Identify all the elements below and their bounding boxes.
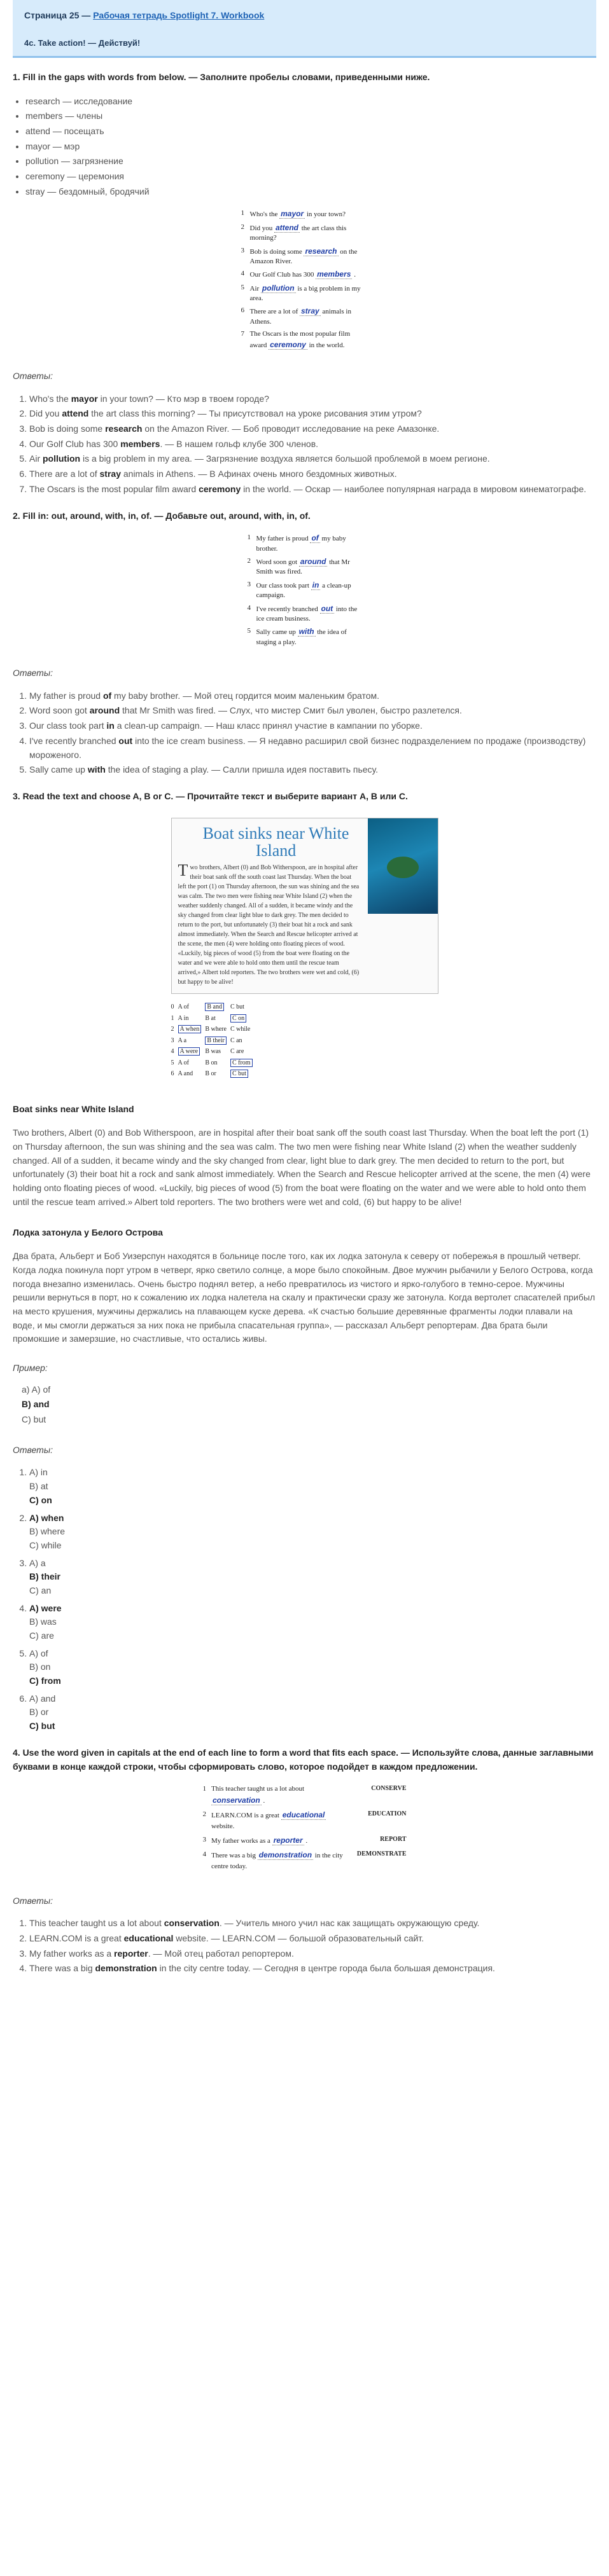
choice-option xyxy=(230,1035,256,1047)
line-text: Sally came up with the idea of staging a play. xyxy=(256,627,347,646)
choice-option xyxy=(178,1002,206,1013)
article-body: wo brothers, Albert (0) and Bob Witherspoon, are in hospital after their boat sank off the south coast last Thursday. When the boat left the port (1) on Thursday afternoon, the sun was shining and the sea was calm. The two men were fishing near White Island (2) when the weather suddenly changed. All of a sudden, it became windy and the sky changed from clear light blue to dark grey. The men decided to return to the port, but unfortunately (3) their boat hit a rock and sank almost immediately. When the Search and Rescue helicopter arrived at the scene, the men (4) were holding onto floating pieces of wood. «Luckily, big pieces of wood (5) from the boat were floating on the water and we were able to hold onto them until the rescue team arrived,» Albert told reporters. The two brothers were wet and cold, (6) but happy to be alive! xyxy=(178,864,360,986)
figure-line xyxy=(241,246,368,267)
line-text: My father works as a reporter . xyxy=(211,1836,308,1845)
answers-title: Ответы: xyxy=(13,668,53,678)
example-options xyxy=(22,1383,596,1427)
choice-option xyxy=(230,1068,256,1080)
answer-item: 4. I've recently branched out into the ice cream business. — Я недавно расширил свой бизнес подразделением по продаже (производству) мороженого. xyxy=(29,734,596,762)
drop-cap: T xyxy=(178,861,188,880)
line-number: 5 xyxy=(241,283,244,291)
answer-options xyxy=(29,1557,596,1598)
answer-word: pollution xyxy=(43,453,81,464)
handwritten-answer: out xyxy=(321,603,333,613)
english-text-title: Boat sinks near White Island xyxy=(13,1103,134,1114)
line-text: There was a big demonstration in the city centre today. xyxy=(211,1850,343,1871)
answer-word: around xyxy=(89,705,120,716)
answer-item: 4. Our Golf Club has 300 members. — В нашем гольф клубе 300 членов. xyxy=(29,437,596,451)
answers-title: Ответы: xyxy=(13,1895,53,1906)
line-number: 3 xyxy=(202,1836,206,1844)
line-number: 4 xyxy=(241,270,244,278)
figure-line xyxy=(248,626,362,647)
answer-group xyxy=(29,1647,596,1688)
answer-item: 2. LEARN.COM is a great educational website. — LEARN.COM — большой образовательный сайт. xyxy=(29,1932,596,1946)
capital-word: REPORT xyxy=(380,1836,407,1843)
choice-label: C an xyxy=(230,1037,242,1044)
answer-word: demonstration xyxy=(95,1963,157,1974)
page xyxy=(6,0,603,1999)
answer-item: 1. My father is proud of my baby brother. — Мой отец гордится моим маленьким братом. xyxy=(29,689,596,703)
line-number: 4 xyxy=(202,1850,206,1859)
choice-label: C but xyxy=(230,1003,244,1011)
lesson-subtitle: 4c. Take action! — Действуй! xyxy=(24,38,141,48)
answer-option: B) or xyxy=(29,1707,49,1718)
answer-option: 3. A) a xyxy=(29,1557,46,1568)
answers-list xyxy=(25,392,596,497)
answers-title: Ответы: xyxy=(13,371,53,382)
answer-options xyxy=(29,1647,596,1688)
answers-list xyxy=(25,1917,596,1976)
exercise-3-title: 3. Read the text and choose A, B or C. — Прочитайте текст и выберите вариант A, B или C. xyxy=(13,790,408,801)
line-number: 1 xyxy=(247,534,251,542)
exercise-1-image xyxy=(241,209,368,350)
answer-option: 5. A) of xyxy=(29,1648,48,1658)
line-text: My father is proud of my baby brother. xyxy=(256,534,346,553)
answer-word: members xyxy=(120,438,160,449)
answers-title: Ответы: xyxy=(13,1444,53,1455)
choice-row xyxy=(171,1057,256,1069)
exercise-4-image xyxy=(203,1784,407,1872)
answer-item: 2. Did you attend the art class this morning? — Ты присутствовал на уроке рисования этим утром? xyxy=(29,407,596,421)
answer-item: 5. Sally came up with the idea of staging a play. — Салли пришла идея поставить пьесу. xyxy=(29,763,596,777)
choice-label: C while xyxy=(230,1026,251,1033)
russian-text-title: Лодка затонула у Белого Острова xyxy=(13,1227,163,1237)
figure-line xyxy=(241,209,368,219)
figure-line xyxy=(241,329,368,350)
example-title: Пример: xyxy=(13,1363,48,1374)
choice-row xyxy=(171,1046,256,1057)
answer-option: C) while xyxy=(29,1539,62,1550)
choice-option xyxy=(205,1024,230,1035)
answer-option: C) on xyxy=(29,1494,52,1505)
choice-label: A were xyxy=(178,1047,200,1056)
answer-item: 6. There are a lot of stray animals in Athens. — В Афинах очень много бездомных животных. xyxy=(29,467,596,481)
line-number: 1 xyxy=(241,209,244,217)
handwritten-answer: reporter xyxy=(273,1836,303,1845)
answer-option: C) but xyxy=(29,1721,55,1732)
answers-list xyxy=(25,1466,596,1733)
choice-option xyxy=(205,1068,230,1080)
answer-group xyxy=(29,1466,596,1507)
figure-line xyxy=(241,283,368,304)
choice-number: 6 xyxy=(171,1070,174,1078)
figure-line xyxy=(203,1849,407,1872)
article xyxy=(171,818,438,995)
choice-option xyxy=(178,1035,206,1047)
exercise-2-title: 2. Fill in: out, around, with, in, of. — Добавьте out, around, with, in, of. xyxy=(13,510,311,521)
choice-label: B was xyxy=(205,1048,221,1056)
choice-row xyxy=(171,1013,256,1024)
answer-word: reporter xyxy=(114,1948,148,1959)
choice-label: A of xyxy=(178,1003,189,1011)
choice-row xyxy=(171,1024,256,1035)
choice-option xyxy=(178,1057,206,1069)
handwritten-answer: attend xyxy=(276,223,298,232)
choice-row xyxy=(171,1068,256,1080)
line-text: I've recently branched out into the ice cream business. xyxy=(256,603,358,623)
handwritten-answer: in xyxy=(312,580,319,589)
answer-item: 1. This teacher taught us a lot about conservation. — Учитель много учил нас как защищать окружающую среду. xyxy=(29,1917,596,1931)
line-text: Bob is doing some research on the Amazon River. xyxy=(249,246,358,265)
word-item: • mayor — мэр xyxy=(25,140,596,154)
answer-item: 3. Our class took part in a clean-up campaign. — Наш класс принял участие в кампании по уборке. xyxy=(29,719,596,733)
line-number: 3 xyxy=(241,246,244,254)
handwritten-answer: around xyxy=(300,556,326,566)
answer-word: educational xyxy=(123,1932,174,1943)
answer-options xyxy=(29,1692,596,1733)
answer-group xyxy=(29,1692,596,1733)
choice-label: B and xyxy=(205,1003,224,1011)
choice-label: A a xyxy=(178,1037,187,1044)
handwritten-answer: members xyxy=(317,270,351,279)
line-number: 2 xyxy=(241,223,244,231)
choice-option xyxy=(230,1057,256,1069)
choice-option xyxy=(178,1024,206,1035)
line-number: 6 xyxy=(241,307,244,315)
line-text: Air pollution is a big problem in my area. xyxy=(249,283,361,303)
answer-option: C) are xyxy=(29,1630,54,1641)
answer-word: of xyxy=(102,690,112,701)
answer-option: B) their xyxy=(29,1571,60,1582)
handwritten-answer: mayor xyxy=(281,209,304,219)
figure-line xyxy=(241,306,368,327)
russian-text: Два брата, Альберт и Боб Уизерспун находятся в больнице после того, как их лодка затонула к северу от побережья в прошлый четверг. Когда лодка покинула порт утром в четверг, ярко светило солнце, а море было спокойным. Двое мужчин рыбачили у Белого Острова, когда погода внезапно изменилась. Очень быстро поднял ветер, а небо превратилось из чистого и ярко-голубого в темно-серое. Мужчины решили вернуться в порт, но к сожалению их лодка налетела на скалу и практически сразу же затонула. Когда вертолет спасателей прибыл на место крушения, мужчины держались на плавающем куске дерева. «К счастью большие деревянные фрагменты лодки плавали на воде, и мы смогли держаться за них пока не прибыла спасательная группа», — рассказал Альберт репортерам. Два брата были промокшие и замерзшие, но счастливые, что остались живы. xyxy=(13,1251,596,1344)
choice-label: C on xyxy=(230,1014,246,1023)
line-number: 4 xyxy=(247,603,251,612)
choice-option xyxy=(230,1002,256,1013)
answer-item: 1. Who's the mayor in your town? — Кто мэр в твоем городе? xyxy=(29,392,596,406)
breadcrumb xyxy=(24,9,585,23)
choice-number: 2 xyxy=(171,1026,174,1033)
line-left xyxy=(203,1784,349,1807)
answer-item: 7. The Oscars is the most popular film award ceremony in the world. — Оскар — наиболее популярная награда в мировом кинематографе. xyxy=(29,483,596,497)
answers-list xyxy=(25,689,596,777)
choice-option xyxy=(230,1046,256,1057)
choice-option xyxy=(178,1046,206,1057)
figure-line xyxy=(241,223,368,244)
choice-label: A of xyxy=(178,1059,189,1066)
line-number: 3 xyxy=(247,580,251,588)
line-number: 5 xyxy=(247,627,251,635)
word-item: • pollution — загрязнение xyxy=(25,155,596,169)
answer-item: 5. Air pollution is a big problem in my area. — Загрязнение воздуха является большой проблемой в моем регионе. xyxy=(29,452,596,466)
handwritten-answer: ceremony xyxy=(270,340,306,349)
choice-label: B or xyxy=(205,1070,216,1078)
answer-option: B) on xyxy=(29,1662,51,1672)
choice-label: C from xyxy=(230,1059,253,1067)
answer-word: stray xyxy=(99,469,121,479)
choice-label: A in xyxy=(178,1014,189,1022)
handwritten-answer: of xyxy=(311,534,319,543)
answer-options xyxy=(29,1466,596,1507)
handwritten-answer: conservation xyxy=(213,1796,260,1805)
choice-option xyxy=(205,1002,230,1013)
handwritten-answer: demonstration xyxy=(258,1850,312,1860)
answer-word: with xyxy=(87,764,106,775)
figure-line xyxy=(248,580,362,601)
figure-line xyxy=(203,1784,407,1807)
choices-grid xyxy=(171,1002,438,1080)
answer-item: 2. Word soon got around that Mr Smith was fired. — Слух, что мистер Смит был уволен, быстро разлетелся. xyxy=(29,704,596,718)
line-number: 7 xyxy=(241,330,244,338)
choice-number: 1 xyxy=(171,1014,174,1022)
word-list xyxy=(25,95,596,199)
answer-option: 2. A) when xyxy=(29,1512,64,1523)
line-left xyxy=(203,1835,349,1847)
answer-item: 3. Bob is doing some research on the Amazon River. — Боб проводит исследование на реке Амазонке. xyxy=(29,422,596,436)
english-text: Two brothers, Albert (0) and Bob Witherspoon, are in hospital after their boat sank off the south coast last Thursday. When the boat left the port (1) on Thursday afternoon, the sun was shining and the sea was calm. The two men were fishing near White Island (2) when the weather suddenly changed. All of a sudden, it became windy and the sky changed from clear, light blue to dark grey. The men decided to return to the port, but unfortunately (3) their boat hit a rock and sank almost immediately. When the Search and Rescue helicopter arrived at the scene, the men (4) were holding onto floating pieces of wood. «Luckily, big pieces of wood (5) from the boat were floating on the water and we were able to hold onto them until the rescue team arrived.» Albert told reporters. The two brothers were wet and cold, (6) but happy to be alive! xyxy=(13,1127,591,1207)
line-left xyxy=(203,1809,349,1832)
handwritten-answer: with xyxy=(298,627,314,637)
capital-word: CONSERVE xyxy=(371,1785,407,1793)
line-text: Who's the mayor in your town? xyxy=(249,209,346,219)
word-item: • members — члены xyxy=(25,109,596,123)
choice-option xyxy=(205,1046,230,1057)
choice-option xyxy=(205,1057,230,1069)
answer-word: research xyxy=(105,424,143,434)
line-text: The Oscars is the most popular film award ceremony in the world. xyxy=(249,330,351,349)
choice-label: B where xyxy=(205,1026,227,1033)
choice-option xyxy=(205,1013,230,1024)
page-label: Страница 25 — xyxy=(24,10,91,20)
choice-label: A when xyxy=(178,1025,202,1033)
word-item: • research — исследование xyxy=(25,95,596,109)
figure-line xyxy=(248,533,362,554)
figure-line xyxy=(203,1809,407,1832)
answer-options xyxy=(29,1602,596,1643)
figure-line xyxy=(248,556,362,577)
answer-word: attend xyxy=(62,408,89,419)
example-option: C) but xyxy=(22,1414,46,1425)
word-item: • attend — посещать xyxy=(25,125,596,139)
answer-group xyxy=(29,1602,596,1643)
line-text: Word soon got around that Mr Smith was fired. xyxy=(256,556,350,576)
workbook-link[interactable]: Рабочая тетрадь Spotlight 7. Workbook xyxy=(93,10,265,20)
choice-number: 5 xyxy=(171,1059,174,1066)
choice-option xyxy=(205,1035,230,1047)
line-left xyxy=(203,1849,349,1872)
choice-row xyxy=(171,1002,256,1013)
choice-number: 3 xyxy=(171,1037,174,1044)
answer-option: 6. A) and xyxy=(29,1693,56,1704)
answer-item: 4. There was a big demonstration in the city centre today. — Сегодня в центре города была большая демонстрация. xyxy=(29,1962,596,1976)
line-text: Did you attend the art class this morning? xyxy=(249,223,347,242)
answer-word: conservation xyxy=(164,1918,220,1929)
answer-group xyxy=(29,1557,596,1598)
line-number: 1 xyxy=(202,1785,206,1793)
handwritten-answer: pollution xyxy=(262,283,295,293)
line-text: There are a lot of stray animals in Athens. xyxy=(249,307,351,326)
choice-label: B at xyxy=(205,1014,216,1022)
handwritten-answer: educational xyxy=(282,1810,325,1820)
answer-group xyxy=(29,1512,596,1553)
answer-word: ceremony xyxy=(199,483,241,494)
answer-word: in xyxy=(106,720,115,731)
choice-option xyxy=(230,1013,256,1024)
article-image xyxy=(171,818,438,995)
answer-option: 4. A) were xyxy=(29,1602,62,1613)
exercise-2-image xyxy=(248,533,362,647)
example-option: a) A) of xyxy=(22,1384,51,1395)
choice-option xyxy=(230,1024,256,1035)
figure-line xyxy=(241,269,368,280)
choice-option xyxy=(178,1068,206,1080)
page-header xyxy=(13,0,596,58)
exercise-4-title: 4. Use the word given in capitals at the end of each line to form a word that fits each space. — Используйте слова, данные заглавными буквами в конце каждой строки, чтобы сформировать слово, которое подойдет в каждом предложении. xyxy=(13,1747,594,1772)
word-item: • stray — бездомный, бродячий xyxy=(25,185,596,199)
choice-label: B their xyxy=(205,1037,227,1045)
answer-word: mayor xyxy=(71,393,98,404)
word-item: • ceremony — церемония xyxy=(25,170,596,184)
choice-label: C are xyxy=(230,1048,244,1056)
answer-item: 3. My father works as a reporter. — Мой отец работал репортером. xyxy=(29,1947,596,1961)
choice-number: 4 xyxy=(171,1048,174,1056)
answer-option: C) from xyxy=(29,1676,61,1686)
line-text: Our class took part in a clean-up campaign. xyxy=(256,580,351,600)
choice-label: A and xyxy=(178,1070,193,1078)
example-option: B) and xyxy=(22,1399,50,1410)
handwritten-answer: stray xyxy=(300,307,319,316)
capital-word: DEMONSTRATE xyxy=(356,1850,407,1858)
line-number: 2 xyxy=(202,1810,206,1819)
exercise-1-title: 1. Fill in the gaps with words from below. — Заполните пробелы словами, приведенными ниже. xyxy=(13,71,430,82)
choice-label: C but xyxy=(230,1070,248,1078)
choice-option xyxy=(178,1013,206,1024)
article-title: Boat sinks near White Island xyxy=(202,823,349,860)
figure-line xyxy=(248,603,362,624)
line-number: 2 xyxy=(247,556,251,565)
figure-line xyxy=(203,1835,407,1847)
choice-row xyxy=(171,1035,256,1047)
choice-label: B on xyxy=(205,1059,218,1066)
answer-option: B) where xyxy=(29,1526,66,1537)
answer-word: out xyxy=(118,735,133,746)
turtle-photo xyxy=(368,818,438,914)
handwritten-answer: research xyxy=(305,246,337,256)
line-text: Our Golf Club has 300 members . xyxy=(249,270,356,279)
line-text: This teacher taught us a lot about conservation . xyxy=(211,1785,305,1805)
choice-number: 0 xyxy=(171,1003,174,1011)
answer-option: 1. A) in xyxy=(29,1467,48,1478)
line-text: LEARN.COM is a great educational website. xyxy=(211,1810,325,1831)
answer-option: B) at xyxy=(29,1481,48,1492)
answer-options xyxy=(29,1512,596,1553)
answer-option: C) an xyxy=(29,1585,52,1595)
answer-option: B) was xyxy=(29,1616,57,1627)
capital-word: EDUCATION xyxy=(368,1810,407,1818)
